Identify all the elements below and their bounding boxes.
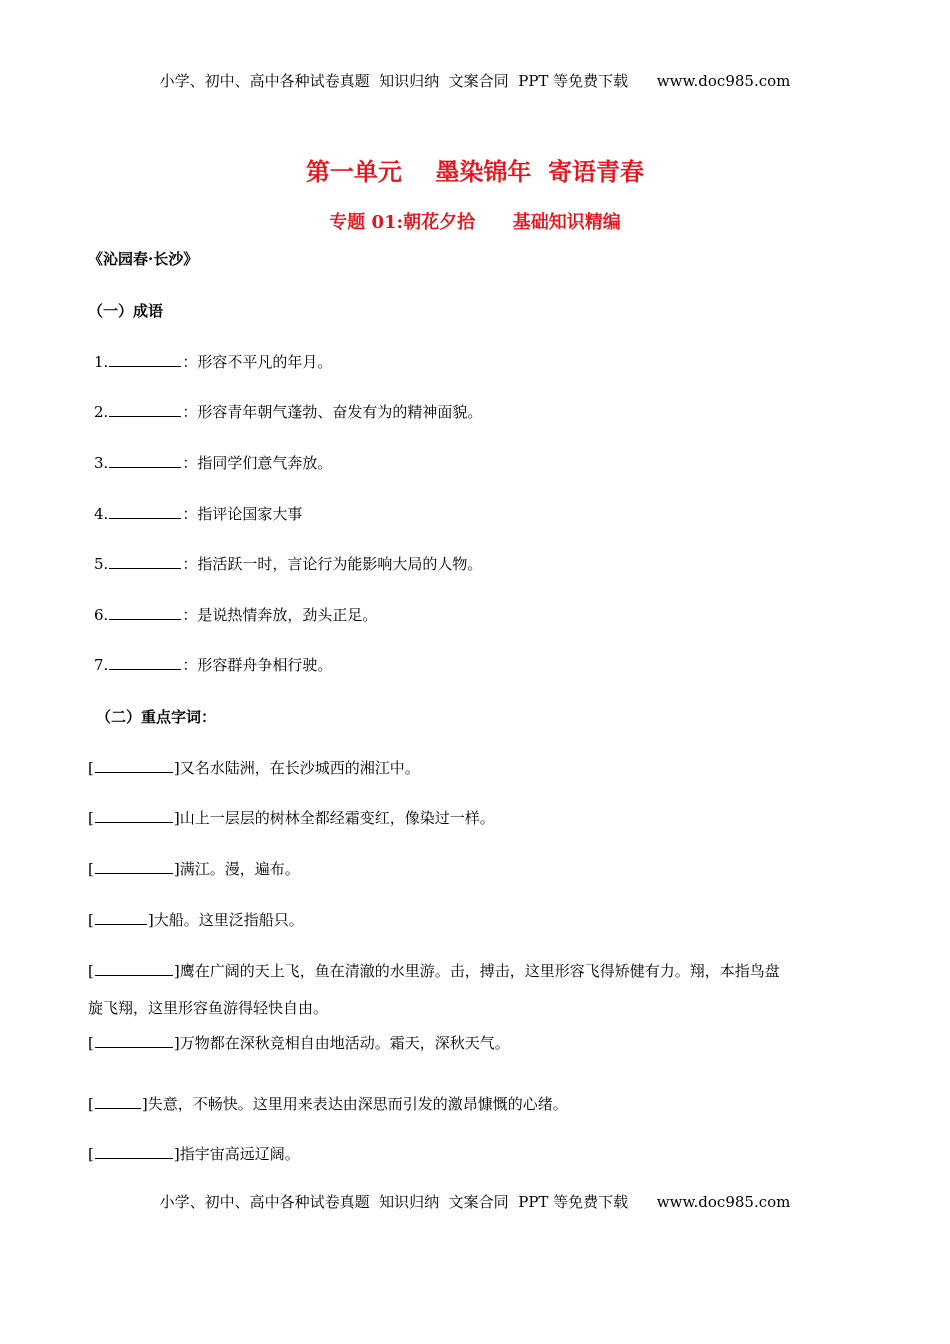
vocab-item: [ ]山上一层层的树林全都经霜变红，像染过一样。	[88, 809, 495, 827]
idiom-item: 2. ：形容青年朝气蓬勃、奋发有为的精神面貌。	[94, 403, 483, 421]
answer-blank[interactable]	[109, 352, 181, 367]
answer-blank[interactable]	[95, 758, 173, 773]
answer-blank[interactable]	[109, 655, 181, 670]
vocab-item: [ ]鹰在广阔的天上飞，鱼在清澈的水里游。击，搏击，这里形容飞得矫健有力。翔，本指鸟盘	[88, 962, 780, 980]
answer-blank[interactable]	[95, 961, 173, 976]
idiom-item: 1. ：形容不平凡的年月。	[94, 353, 333, 371]
vocab-item-continuation: 旋飞翔，这里形容鱼游得轻快自由。	[88, 999, 329, 1017]
poem-title: 《沁园春·长沙》	[88, 250, 199, 268]
section2-heading: （二）重点字词：	[96, 708, 217, 726]
answer-blank[interactable]	[109, 554, 181, 569]
vocab-item: [ ]万物都在深秋竞相自由地活动。霜天，深秋天气。	[88, 1034, 510, 1052]
idiom-item: 3. ：指同学们意气奔放。	[94, 454, 333, 472]
answer-blank[interactable]	[95, 1033, 173, 1048]
answer-blank[interactable]	[109, 605, 181, 620]
answer-blank[interactable]	[109, 402, 181, 417]
answer-blank[interactable]	[95, 1094, 141, 1109]
answer-blank[interactable]	[109, 453, 181, 468]
unit-title: 第一单元 墨染锦年 寄语青春	[305, 157, 645, 186]
vocab-item: [ ]失意，不畅快。这里用来表达由深思而引发的激昂慷慨的心绪。	[88, 1095, 568, 1113]
answer-blank[interactable]	[109, 504, 181, 519]
page-header: 小学、初中、高中各种试卷真题 知识归纳 文案合同 PPT 等免费下载 www.doc985.com	[159, 72, 791, 90]
idiom-item: 5. ：指活跃一时，言论行为能影响大局的人物。	[94, 555, 483, 573]
section1-heading: （一）成语	[88, 302, 164, 320]
answer-blank[interactable]	[95, 808, 173, 823]
vocab-item: [ ]指宇宙高远辽阔。	[88, 1145, 300, 1163]
topic-title: 专题 01:朝花夕拾 基础知识精编	[329, 212, 621, 233]
idiom-item: 6. ：是说热情奔放，劲头正足。	[94, 606, 378, 624]
page-footer: 小学、初中、高中各种试卷真题 知识归纳 文案合同 PPT 等免费下载 www.doc985.com	[159, 1193, 791, 1211]
vocab-item: [ ]满江。漫，遍布。	[88, 860, 300, 878]
idiom-item: 7. ：形容群舟争相行驶。	[94, 656, 333, 674]
answer-blank[interactable]	[95, 1144, 173, 1159]
vocab-item: [ ]又名水陆洲，在长沙城西的湘江中。	[88, 759, 420, 777]
answer-blank[interactable]	[95, 910, 147, 925]
answer-blank[interactable]	[95, 859, 173, 874]
idiom-item: 4. ：指评论国家大事	[94, 505, 303, 523]
vocab-item: [ ]大船。这里泛指船只。	[88, 911, 304, 929]
